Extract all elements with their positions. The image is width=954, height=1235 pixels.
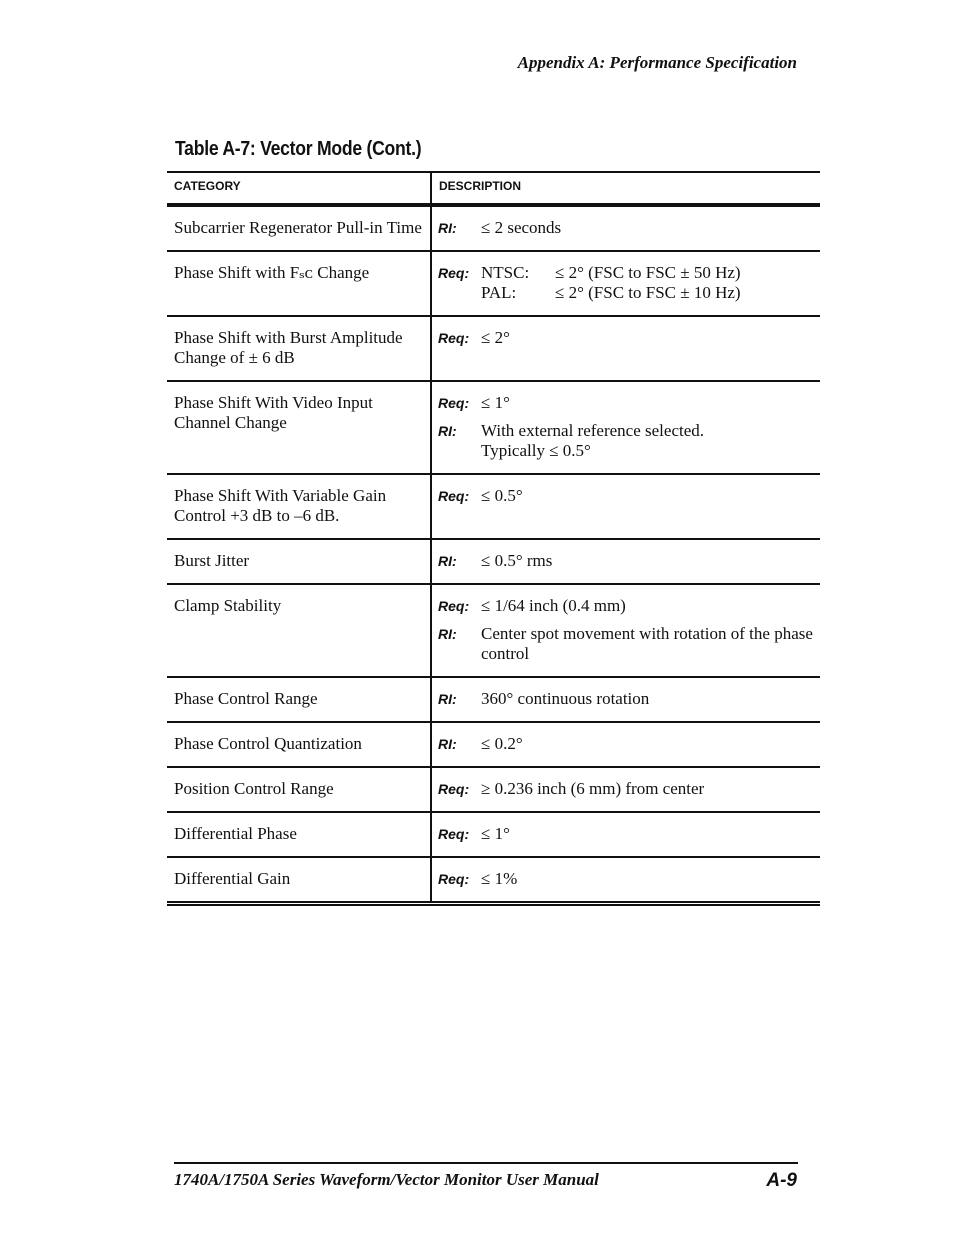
spec-line <box>438 328 814 348</box>
spec-line <box>438 263 814 283</box>
footer-rule <box>174 1162 798 1164</box>
requirement-tag: Req: <box>438 330 470 346</box>
table-row <box>167 812 820 857</box>
requirement-tag: Req: <box>438 395 470 411</box>
table-body <box>167 205 820 904</box>
description-cell <box>431 474 820 539</box>
spec-value: Center spot movement with rotation of the phase control <box>481 624 813 663</box>
table-row <box>167 584 820 677</box>
requirement-tag: Req: <box>438 871 470 887</box>
standard-label: PAL: <box>481 283 517 302</box>
spec-value: ≤ 1/64 inch (0.4 mm) <box>481 596 626 615</box>
spec-line <box>438 218 814 238</box>
requirement-tag: Req: <box>438 488 470 504</box>
category-cell: Position Control Range <box>167 767 431 812</box>
description-cell <box>431 722 820 767</box>
table-row <box>167 474 820 539</box>
category-cell: Differential Gain <box>167 857 431 904</box>
spec-line <box>438 624 814 664</box>
spec-value: With external reference selected. <box>481 421 705 440</box>
spec-line <box>438 283 814 303</box>
standard-label: NTSC: <box>481 263 530 282</box>
table-row <box>167 677 820 722</box>
requirement-tag: Req: <box>438 781 470 797</box>
requirement-tag: Req: <box>438 265 470 281</box>
spec-line <box>438 551 814 571</box>
category-cell: Clamp Stability <box>167 584 431 677</box>
table-row <box>167 251 820 316</box>
page-number: A-9 <box>766 1170 797 1191</box>
reference-info-tag: RI: <box>438 736 457 752</box>
reference-info-tag: RI: <box>438 626 457 642</box>
description-cell <box>431 539 820 584</box>
category-cell: Phase Shift With Video Input Channel Change <box>167 381 431 474</box>
category-cell: Phase Control Range <box>167 677 431 722</box>
spec-value: ≤ 0.2° <box>481 734 523 753</box>
spec-line <box>438 393 814 413</box>
spec-value: ≤ 1° <box>481 824 510 843</box>
table-row <box>167 381 820 474</box>
column-header-category: CATEGORY <box>167 172 431 205</box>
category-cell: Phase Control Quantization <box>167 722 431 767</box>
reference-info-tag: RI: <box>438 691 457 707</box>
description-cell <box>431 677 820 722</box>
spec-line <box>438 824 814 844</box>
running-header: Appendix A: Performance Specification <box>517 53 797 72</box>
category-cell: Subcarrier Regenerator Pull-in Time <box>167 205 431 251</box>
description-cell <box>431 381 820 474</box>
table-header-row <box>167 172 820 205</box>
spec-value: ≤ 2° <box>481 328 510 347</box>
spec-value: ≤ 0.5° <box>481 486 523 505</box>
spec-value: ≤ 2° (FSC to FSC ± 50 Hz) <box>555 263 741 282</box>
description-cell <box>431 205 820 251</box>
table-row <box>167 857 820 904</box>
spec-value: ≥ 0.236 inch (6 mm) from center <box>481 779 705 798</box>
reference-info-tag: RI: <box>438 553 457 569</box>
description-cell <box>431 316 820 381</box>
description-cell <box>431 812 820 857</box>
reference-info-tag: RI: <box>438 220 457 236</box>
spec-subvalue: Typically ≤ 0.5° <box>481 441 591 460</box>
category-cell: Phase Shift with Burst Amplitude Change of ± 6 dB <box>167 316 431 381</box>
category-cell: Differential Phase <box>167 812 431 857</box>
description-cell <box>431 767 820 812</box>
spec-line <box>438 689 814 709</box>
spec-line <box>438 596 814 616</box>
table-row <box>167 722 820 767</box>
spec-value: ≤ 0.5° rms <box>481 551 553 570</box>
category-cell: Burst Jitter <box>167 539 431 584</box>
spec-value: 360° continuous rotation <box>481 689 650 708</box>
spec-line <box>438 486 814 506</box>
spec-table <box>167 171 820 906</box>
column-header-description: DESCRIPTION <box>431 172 820 205</box>
manual-title: 1740A/1750A Series Waveform/Vector Monitor User Manual <box>174 1170 599 1189</box>
spec-line <box>438 734 814 754</box>
spec-line <box>438 869 814 889</box>
table-title: Table A-7: Vector Mode (Cont.) <box>175 138 422 160</box>
spec-value: ≤ 2° (FSC to FSC ± 10 Hz) <box>555 283 741 302</box>
requirement-tag: Req: <box>438 826 470 842</box>
table-row <box>167 539 820 584</box>
requirement-tag: Req: <box>438 598 470 614</box>
reference-info-tag: RI: <box>438 423 457 439</box>
spec-value: ≤ 1° <box>481 393 510 412</box>
category-cell: Phase Shift With Variable Gain Control +3 dB to –6 dB. <box>167 474 431 539</box>
description-cell <box>431 857 820 904</box>
category-cell: Phase Shift with Fₛᴄ Change <box>167 251 431 316</box>
spec-line <box>438 421 814 461</box>
spec-line <box>438 779 814 799</box>
description-cell <box>431 251 820 316</box>
spec-value: ≤ 2 seconds <box>481 218 562 237</box>
spec-value: ≤ 1% <box>481 869 518 888</box>
table-row <box>167 316 820 381</box>
table-row <box>167 767 820 812</box>
table-row <box>167 205 820 251</box>
description-cell <box>431 584 820 677</box>
